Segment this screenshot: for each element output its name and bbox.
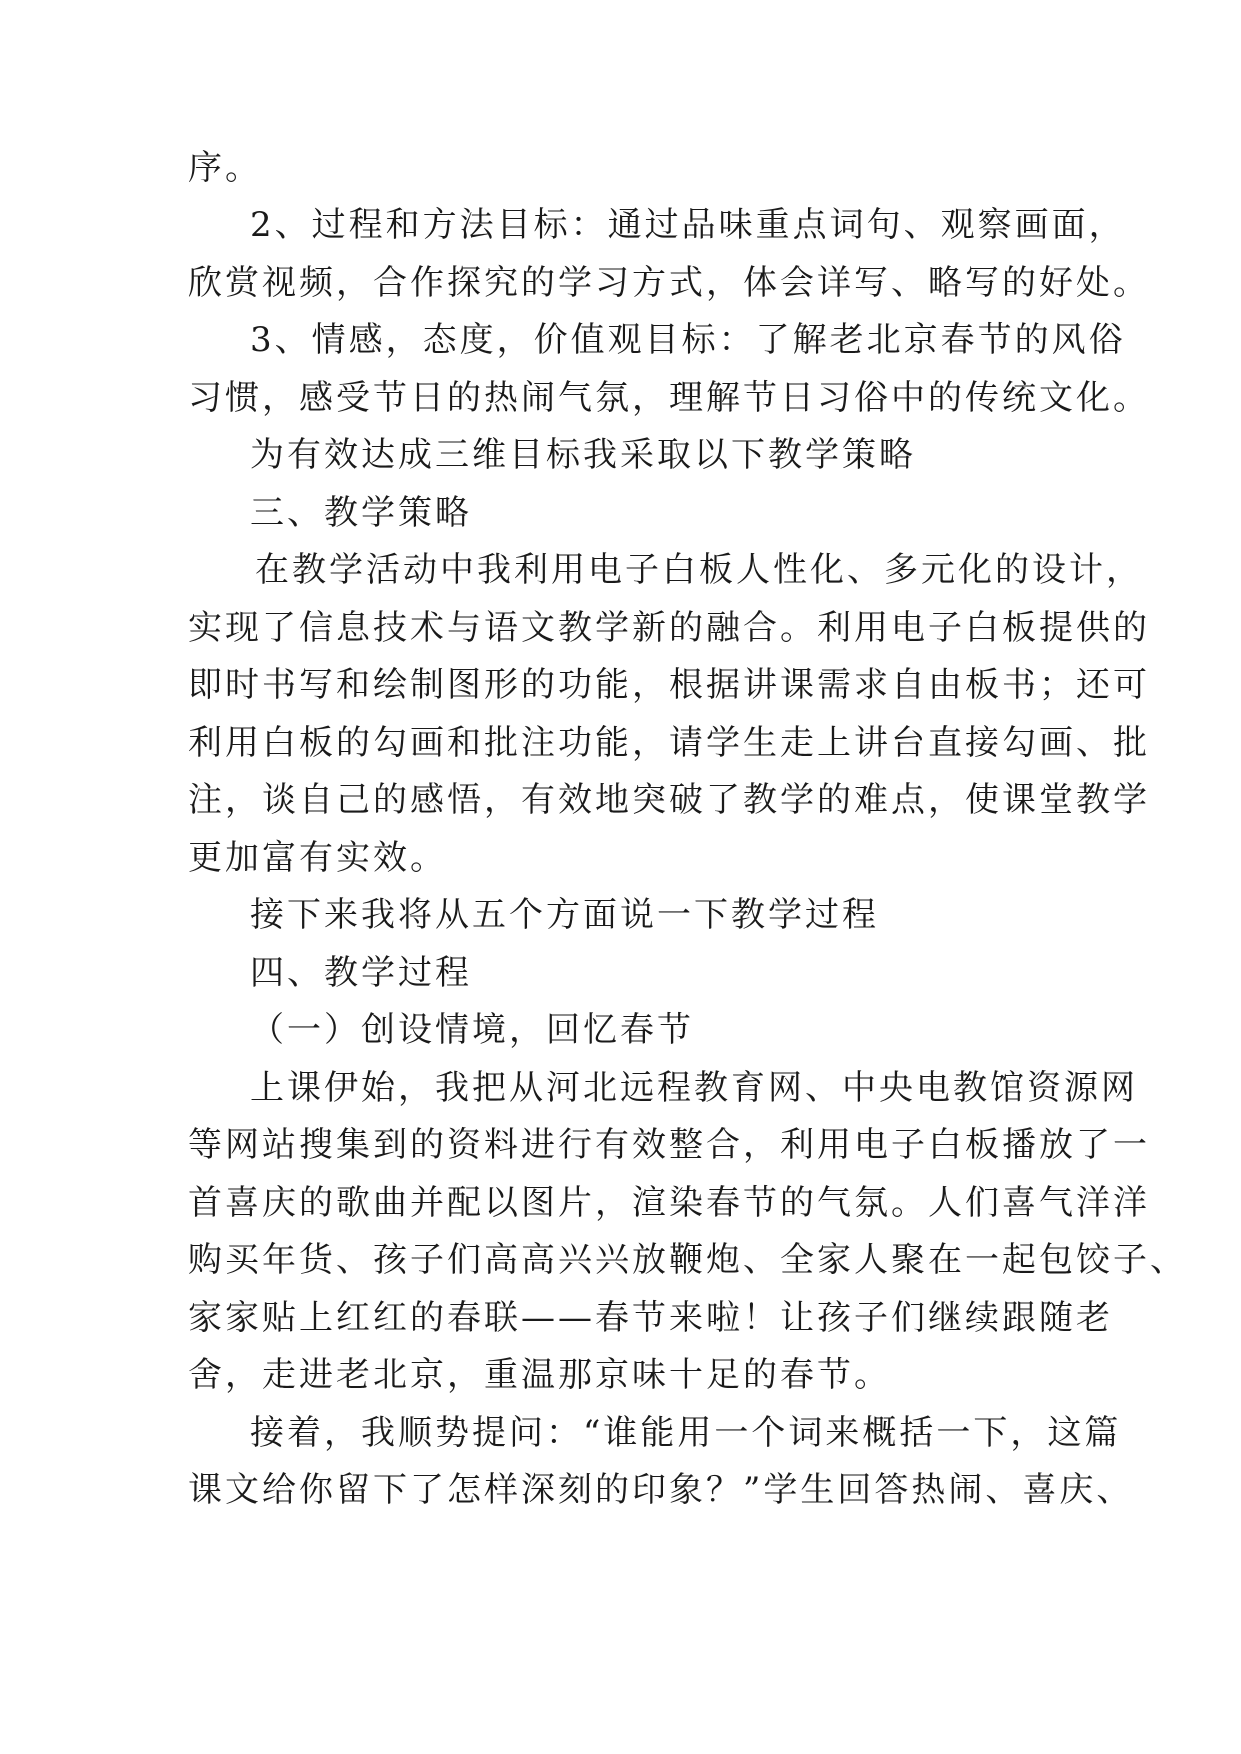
text-line: 在教学活动中我利用电子白板人性化、多元化的设计， (255, 550, 1143, 590)
text-line: 购买年货、孩子们高高兴兴放鞭炮、全家人聚在一起包饺子、 (188, 1240, 1187, 1280)
text-line: 家家贴上红红的春联——春节来啦！让孩子们继续跟随老 (188, 1298, 1113, 1338)
text-line: 习惯，感受节日的热闹气氛，理解节日习俗中的传统文化。 (188, 378, 1150, 418)
text-line: 接下来我将从五个方面说一下教学过程 (250, 895, 879, 935)
text-line: 注，谈自己的感悟，有效地突破了教学的难点，使课堂教学 (188, 780, 1150, 820)
text-line: 欣赏视频，合作探究的学习方式，体会详写、略写的好处。 (188, 263, 1150, 303)
text-line: 利用白板的勾画和批注功能，请学生走上讲台直接勾画、批 (188, 723, 1150, 763)
text-line: 首喜庆的歌曲并配以图片，渲染春节的气氛。人们喜气洋洋 (188, 1183, 1150, 1223)
text-line: 课文给你留下了怎样深刻的印象？”学生回答热闹、喜庆、 (188, 1470, 1134, 1510)
text-line: 实现了信息技术与语文教学新的融合。利用电子白板提供的 (188, 608, 1150, 648)
section-heading: 四、教学过程 (250, 953, 472, 993)
text-line: 即时书写和绘制图形的功能，根据讲课需求自由板书；还可 (188, 665, 1150, 705)
section-heading: 三、教学策略 (250, 493, 472, 533)
text-line: 等网站搜集到的资料进行有效整合，利用电子白板播放了一 (188, 1125, 1150, 1165)
text-line: 3、情感，态度，价值观目标：了解老北京春节的风俗 (250, 320, 1126, 360)
text-line: 为有效达成三维目标我采取以下教学策略 (250, 435, 916, 475)
text-line: 接着，我顺势提问：“谁能用一个词来概括一下，这篇 (250, 1413, 1122, 1453)
text-line: 更加富有实效。 (188, 838, 447, 878)
text-line: 上课伊始，我把从河北远程教育网、中央电教馆资源网 (250, 1068, 1138, 1108)
text-line: 2、过程和方法目标：通过品味重点词句、观察画面， (250, 205, 1126, 245)
subsection-heading: （一）创设情境，回忆春节 (250, 1010, 694, 1050)
text-line: 舍，走进老北京，重温那京味十足的春节。 (188, 1355, 891, 1395)
text-line: 序。 (188, 148, 262, 188)
